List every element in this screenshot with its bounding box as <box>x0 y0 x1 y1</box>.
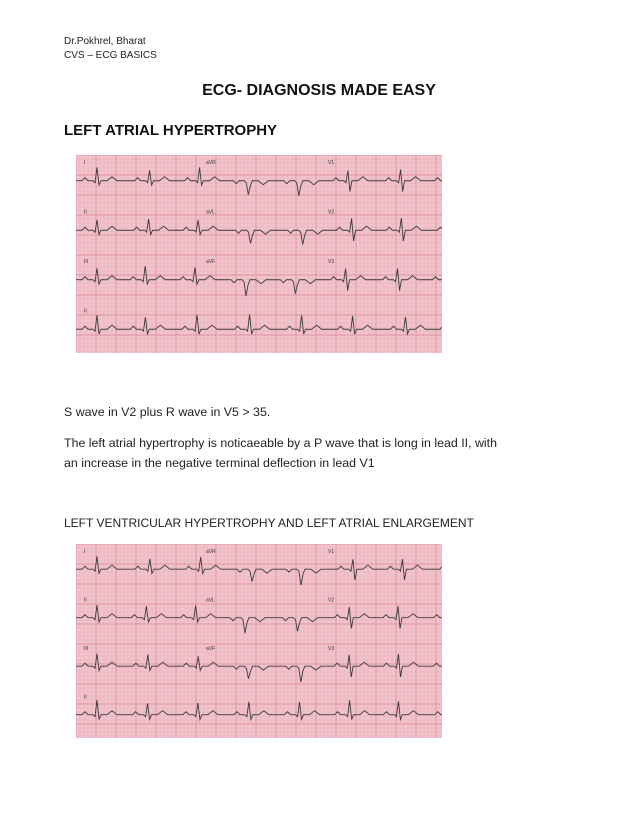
ecg-lead-label: V1 <box>328 160 335 166</box>
ecg-lead-label: III <box>84 646 89 652</box>
section-caption-lvh-lae: LEFT VENTRICULAR HYPERTROPHY AND LEFT ATRIAL ENLARGEMENT <box>64 516 474 530</box>
ecg-lead-label: aVR <box>206 549 216 555</box>
document-title: ECG- DIAGNOSIS MADE EASY <box>202 82 436 99</box>
ecg-lead-label: II <box>84 209 87 216</box>
ecg-lead-label: aVF <box>206 259 216 265</box>
ecg-lead-label: aVL <box>206 209 215 216</box>
paragraph-s-wave-criteria: S wave in V2 plus R wave in V5 > 35. <box>64 405 271 419</box>
section-heading-left-atrial-hypertrophy: LEFT ATRIAL HYPERTROPHY <box>64 122 278 139</box>
ecg-lead-label: aVR <box>206 160 216 166</box>
ecg-lead-label: aVF <box>206 646 216 652</box>
paragraph-lah-description-line1: The left atrial hypertrophy is noticaeable by a P wave that is long in lead II, with <box>64 436 497 450</box>
ecg-lead-label: V1 <box>328 549 335 555</box>
ecg-lead-label: V3 <box>328 259 335 265</box>
ecg-image-left-atrial-hypertrophy <box>76 155 442 353</box>
ecg-lead-label: II <box>84 694 87 701</box>
ecg-image-lvh-lae <box>76 544 442 738</box>
ecg-lead-label: V3 <box>328 646 335 652</box>
header-course: CVS – ECG BASICS <box>64 50 157 61</box>
ecg-lead-label: I <box>84 549 86 555</box>
ecg-lead-label: I <box>84 160 86 166</box>
ecg-lead-label: II <box>84 308 87 315</box>
paragraph-lah-description-line2: an increase in the negative terminal deflection in lead V1 <box>64 456 375 470</box>
ecg-lead-label: III <box>84 259 89 265</box>
ecg-lead-label: II <box>84 597 87 604</box>
header-author: Dr.Pokhrel, Bharat <box>64 36 146 47</box>
ecg-lead-label: aVL <box>206 597 215 604</box>
ecg-lead-label: V2 <box>328 597 335 604</box>
ecg-lead-label: V2 <box>328 209 335 216</box>
